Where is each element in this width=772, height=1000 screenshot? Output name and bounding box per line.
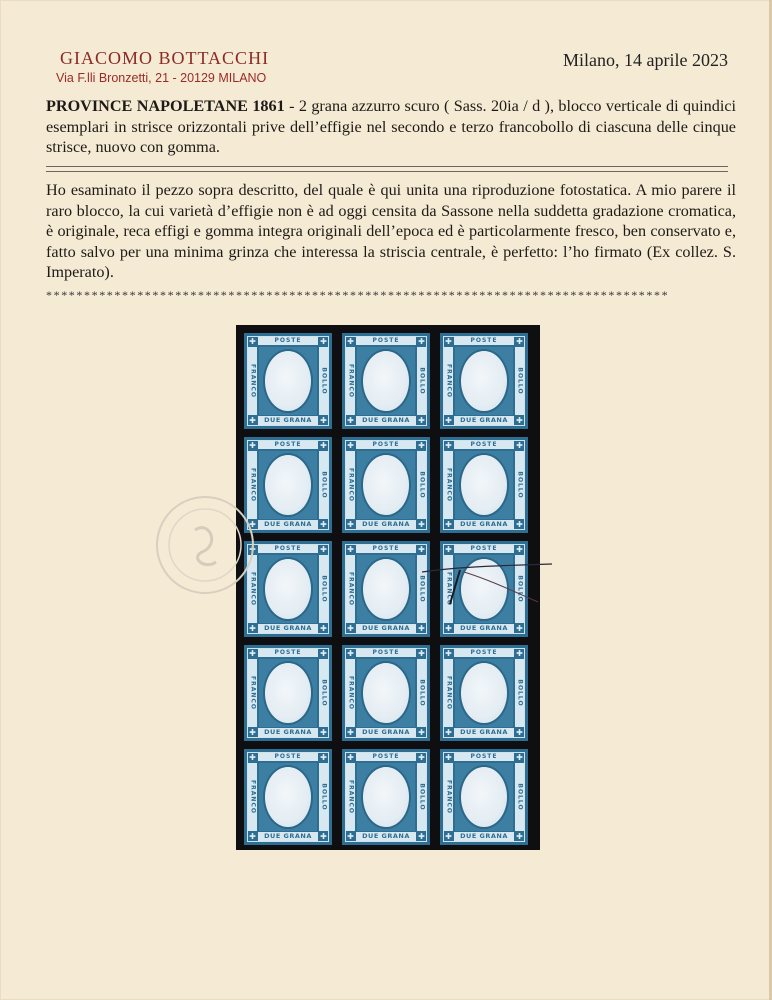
corner-cross-icon: ✚ xyxy=(347,753,354,762)
stamp xyxy=(440,437,528,533)
corner-cross-icon: ✚ xyxy=(320,337,327,346)
corner-cross-icon: ✚ xyxy=(445,545,452,554)
stamp-top-label: POSTE xyxy=(454,545,514,553)
stamp-center xyxy=(357,763,415,831)
embossed-oval-icon xyxy=(265,663,311,723)
stamp-value-label: DUE GRANA xyxy=(356,624,416,633)
corner-cross-icon: ✚ xyxy=(347,441,354,450)
corner-cross-icon: ✚ xyxy=(320,624,327,633)
embossed-oval-icon xyxy=(363,767,409,827)
stamp xyxy=(244,749,332,845)
stamp xyxy=(342,541,430,637)
corner-cross-icon: ✚ xyxy=(418,753,425,762)
stamp-value-label: DUE GRANA xyxy=(258,624,318,633)
stamp-top-label: POSTE xyxy=(454,649,514,657)
corner-cross-icon: ✚ xyxy=(418,337,425,346)
stamp-value-label: DUE GRANA xyxy=(356,832,416,841)
stamp-top-label: POSTE xyxy=(356,337,416,345)
corner-cross-icon: ✚ xyxy=(249,337,256,346)
place-date: Milano, 14 aprile 2023 xyxy=(563,50,728,70)
corner-cross-icon: ✚ xyxy=(320,649,327,658)
corner-cross-icon: ✚ xyxy=(347,624,354,633)
corner-cross-icon: ✚ xyxy=(347,545,354,554)
stamp-left-label: FRANCO xyxy=(346,451,355,519)
stamp-center xyxy=(455,763,513,831)
embossed-oval-icon xyxy=(461,663,507,723)
stamp-left-label: FRANCO xyxy=(444,451,453,519)
corner-cross-icon: ✚ xyxy=(516,520,523,529)
stamp-center xyxy=(259,555,317,623)
corner-cross-icon: ✚ xyxy=(516,832,523,841)
stamp-right-label: BOLLO xyxy=(515,659,524,727)
stamp-left-label: FRANCO xyxy=(248,763,257,831)
letterhead-address: Via F.lli Bronzetti, 21 - 20129 MILANO xyxy=(56,71,267,85)
stamp-center xyxy=(259,659,317,727)
stamp-value-label: DUE GRANA xyxy=(454,832,514,841)
corner-cross-icon: ✚ xyxy=(445,416,452,425)
stamp-center xyxy=(357,659,415,727)
stamp-left-label: FRANCO xyxy=(346,763,355,831)
corner-cross-icon: ✚ xyxy=(418,624,425,633)
corner-cross-icon: ✚ xyxy=(320,520,327,529)
stamp-left-label: FRANCO xyxy=(346,347,355,415)
asterisk-line: ********************************************************************************** xyxy=(46,288,670,302)
stamp-top-label: POSTE xyxy=(356,753,416,761)
corner-cross-icon: ✚ xyxy=(320,545,327,554)
corner-cross-icon: ✚ xyxy=(516,441,523,450)
embossed-oval-icon xyxy=(363,663,409,723)
corner-cross-icon: ✚ xyxy=(516,753,523,762)
stamp-right-label: BOLLO xyxy=(417,347,426,415)
double-rule-divider xyxy=(46,166,728,172)
stamp-right-label: BOLLO xyxy=(319,659,328,727)
stamp-left-label: FRANCO xyxy=(444,347,453,415)
corner-cross-icon: ✚ xyxy=(418,728,425,737)
stamp-right-label: BOLLO xyxy=(515,555,524,623)
stamp-center xyxy=(455,347,513,415)
embossed-oval-icon xyxy=(363,455,409,515)
corner-cross-icon: ✚ xyxy=(320,753,327,762)
corner-cross-icon: ✚ xyxy=(516,649,523,658)
embossed-oval-icon xyxy=(265,351,311,411)
corner-cross-icon: ✚ xyxy=(516,624,523,633)
stamp-top-label: POSTE xyxy=(258,753,318,761)
corner-cross-icon: ✚ xyxy=(418,649,425,658)
corner-cross-icon: ✚ xyxy=(418,416,425,425)
corner-cross-icon: ✚ xyxy=(445,520,452,529)
stamp-left-label: FRANCO xyxy=(248,555,257,623)
pen-signature-icon xyxy=(420,560,560,620)
embossed-oval-icon xyxy=(363,559,409,619)
corner-cross-icon: ✚ xyxy=(445,832,452,841)
corner-cross-icon: ✚ xyxy=(445,753,452,762)
corner-cross-icon: ✚ xyxy=(516,337,523,346)
stamp-description xyxy=(46,96,736,158)
stamp-left-label: FRANCO xyxy=(444,659,453,727)
corner-cross-icon: ✚ xyxy=(445,624,452,633)
stamp xyxy=(342,749,430,845)
stamp-left-label: FRANCO xyxy=(346,659,355,727)
corner-cross-icon: ✚ xyxy=(418,832,425,841)
stamp-top-label: POSTE xyxy=(258,545,318,553)
stamp-left-label: FRANCO xyxy=(248,451,257,519)
stamp xyxy=(440,333,528,429)
corner-cross-icon: ✚ xyxy=(249,545,256,554)
stamp xyxy=(244,333,332,429)
stamp-right-label: BOLLO xyxy=(417,555,426,623)
stamp-right-label: BOLLO xyxy=(417,659,426,727)
stamp-right-label: BOLLO xyxy=(417,763,426,831)
corner-cross-icon: ✚ xyxy=(249,753,256,762)
stamp-right-label: BOLLO xyxy=(319,763,328,831)
stamp-right-label: BOLLO xyxy=(319,555,328,623)
embossed-oval-icon xyxy=(265,559,311,619)
embossed-oval-icon xyxy=(265,455,311,515)
stamp-value-label: DUE GRANA xyxy=(356,728,416,737)
corner-cross-icon: ✚ xyxy=(445,337,452,346)
stamp-value-label: DUE GRANA xyxy=(258,832,318,841)
stamp-top-label: POSTE xyxy=(454,337,514,345)
corner-cross-icon: ✚ xyxy=(249,520,256,529)
stamp-right-label: BOLLO xyxy=(417,451,426,519)
stamp-right-label: BOLLO xyxy=(515,347,524,415)
description-title: PROVINCE NAPOLETANE 1861 xyxy=(46,97,285,115)
stamp xyxy=(440,749,528,845)
stamp xyxy=(342,437,430,533)
corner-cross-icon: ✚ xyxy=(445,728,452,737)
stamp-center xyxy=(357,347,415,415)
stamp-top-label: POSTE xyxy=(454,441,514,449)
expert-opinion: Ho esaminato il pezzo sopra descritto, del quale è qui unita una riproduzione fotostatica. A mio parere il raro blocco, la cui varietà d’effigie non è ad oggi censita da Sassone nella suddetta gradazione cromatica, è originale, reca effigi e gomma integra originali dell’epoca ed è particolarmente fresco, ben conservato e, fatto salvo per una minima grinza che interessa la striscia centrale, è perfetto: l’ho firmato (Ex collez. S. Imperato). xyxy=(46,181,736,282)
embossed-oval-icon xyxy=(461,767,507,827)
stamp-top-label: POSTE xyxy=(258,441,318,449)
corner-cross-icon: ✚ xyxy=(320,416,327,425)
description-text: - 2 grana azzurro scuro ( Sass. 20ia / d ), blocco verticale di quindici esemplari in strisce orizzontali prive dell’effigie nel secondo e terzo francobollo di ciascuna delle cinque strisce, nuovo con gomma. xyxy=(46,97,737,156)
stamp xyxy=(342,645,430,741)
stamp-top-label: POSTE xyxy=(356,545,416,553)
corner-cross-icon: ✚ xyxy=(347,337,354,346)
stamp-center xyxy=(455,659,513,727)
stamp-value-label: DUE GRANA xyxy=(356,416,416,425)
embossed-oval-icon xyxy=(461,351,507,411)
corner-cross-icon: ✚ xyxy=(249,416,256,425)
stamp-value-label: DUE GRANA xyxy=(356,520,416,529)
corner-cross-icon: ✚ xyxy=(347,832,354,841)
corner-cross-icon: ✚ xyxy=(320,728,327,737)
stamp-center xyxy=(357,451,415,519)
stamp-value-label: DUE GRANA xyxy=(258,728,318,737)
corner-cross-icon: ✚ xyxy=(347,520,354,529)
letterhead-name: GIACOMO BOTTACCHI xyxy=(60,48,270,68)
corner-cross-icon: ✚ xyxy=(516,416,523,425)
corner-cross-icon: ✚ xyxy=(418,545,425,554)
stamp-left-label: FRANCO xyxy=(444,555,453,623)
stamp-center xyxy=(455,451,513,519)
stamp-right-label: BOLLO xyxy=(319,347,328,415)
stamp-center xyxy=(259,347,317,415)
corner-cross-icon: ✚ xyxy=(320,441,327,450)
stamp xyxy=(342,333,430,429)
stamp-value-label: DUE GRANA xyxy=(454,416,514,425)
stamp-value-label: DUE GRANA xyxy=(454,624,514,633)
stamp-center xyxy=(259,451,317,519)
corner-cross-icon: ✚ xyxy=(516,545,523,554)
stamp-top-label: POSTE xyxy=(258,649,318,657)
corner-cross-icon: ✚ xyxy=(249,649,256,658)
embossed-oval-icon xyxy=(363,351,409,411)
corner-cross-icon: ✚ xyxy=(347,728,354,737)
stamp-right-label: BOLLO xyxy=(515,763,524,831)
corner-cross-icon: ✚ xyxy=(249,441,256,450)
stamp-center xyxy=(357,555,415,623)
stamp-value-label: DUE GRANA xyxy=(454,728,514,737)
corner-cross-icon: ✚ xyxy=(516,728,523,737)
expert-seal-icon xyxy=(150,490,260,600)
corner-cross-icon: ✚ xyxy=(445,649,452,658)
stamp-left-label: FRANCO xyxy=(248,659,257,727)
stamp-right-label: BOLLO xyxy=(319,451,328,519)
corner-cross-icon: ✚ xyxy=(347,416,354,425)
corner-cross-icon: ✚ xyxy=(249,624,256,633)
stamp-left-label: FRANCO xyxy=(444,763,453,831)
stamp-top-label: POSTE xyxy=(258,337,318,345)
corner-cross-icon: ✚ xyxy=(445,441,452,450)
stamp-value-label: DUE GRANA xyxy=(258,520,318,529)
corner-cross-icon: ✚ xyxy=(320,832,327,841)
stamp-top-label: POSTE xyxy=(356,649,416,657)
stamp-left-label: FRANCO xyxy=(248,347,257,415)
stamp-top-label: POSTE xyxy=(356,441,416,449)
stamp-left-label: FRANCO xyxy=(346,555,355,623)
corner-cross-icon: ✚ xyxy=(347,649,354,658)
embossed-oval-icon xyxy=(265,767,311,827)
stamp-value-label: DUE GRANA xyxy=(454,520,514,529)
stamp-center xyxy=(259,763,317,831)
stamp xyxy=(244,645,332,741)
corner-cross-icon: ✚ xyxy=(249,832,256,841)
embossed-oval-icon xyxy=(461,455,507,515)
stamp-top-label: POSTE xyxy=(454,753,514,761)
corner-cross-icon: ✚ xyxy=(418,520,425,529)
stamp-right-label: BOLLO xyxy=(515,451,524,519)
stamp xyxy=(440,645,528,741)
corner-cross-icon: ✚ xyxy=(418,441,425,450)
corner-cross-icon: ✚ xyxy=(249,728,256,737)
stamp-value-label: DUE GRANA xyxy=(258,416,318,425)
